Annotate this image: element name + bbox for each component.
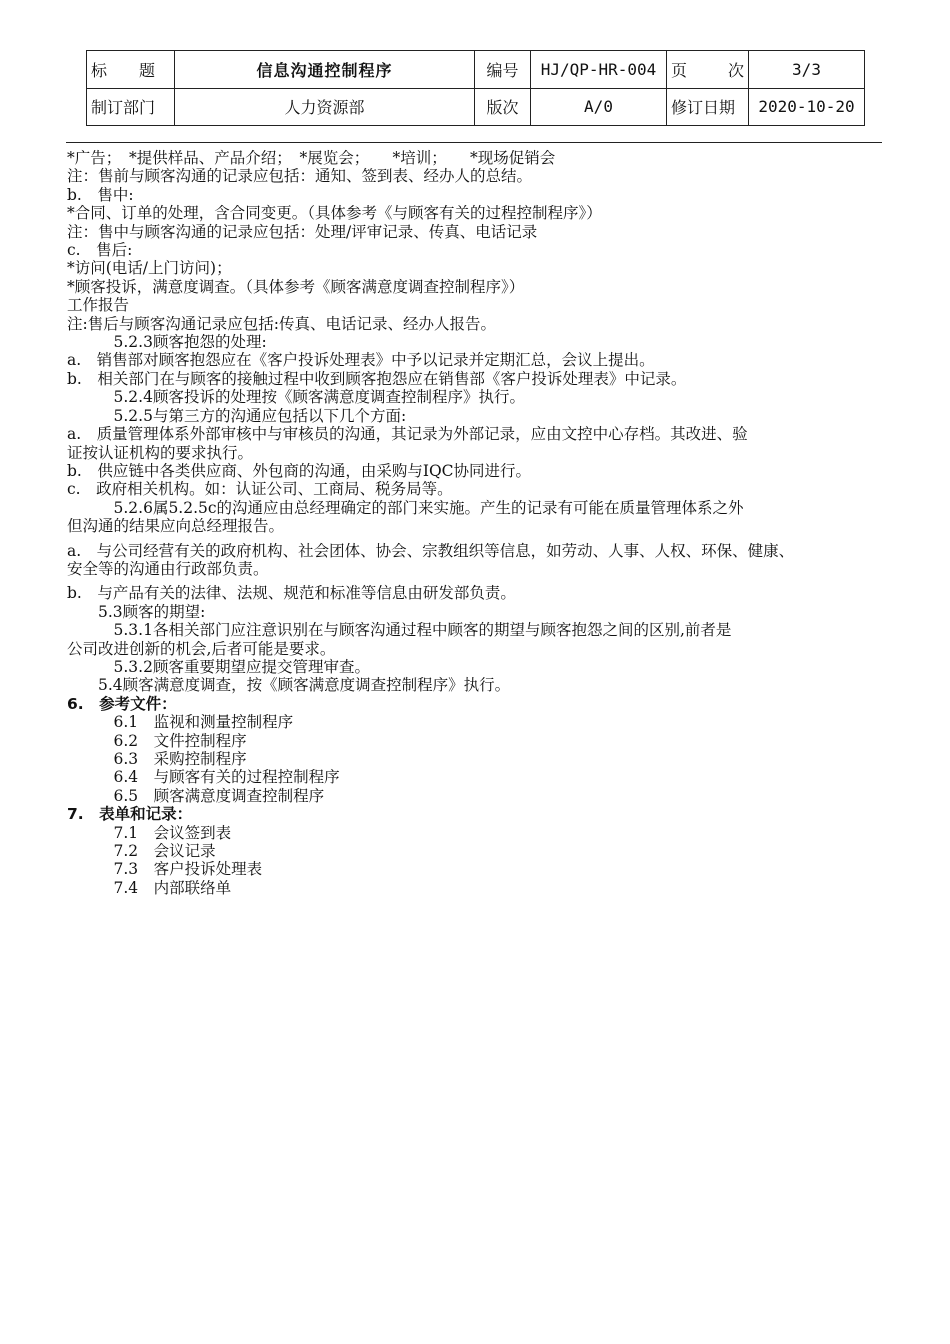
record-item: 7.4 内部联络单 (67, 878, 232, 897)
page-label-a: 页 (671, 60, 688, 80)
header-divider (66, 142, 882, 143)
body-line: *顾客投诉，满意度调查。（具体参考《顾客满意度调查控制程序》） (67, 277, 525, 296)
title-label: 标 题 (87, 51, 175, 89)
body-line: 注：售中与顾客沟通的记录应包括：处理/评审记录、传真、电话记录 (67, 222, 538, 241)
dept-label: 制订部门 (87, 88, 175, 126)
version-value: A/0 (531, 88, 667, 126)
body-line: 公司改进创新的机会,后者可能是要求。 (67, 639, 336, 658)
body-line: 5.3顾客的期望: (67, 602, 206, 621)
record-item: 7.1 会议签到表 (67, 823, 232, 842)
body-line: 5.2.6属5.2.5c的沟通应由总经理确定的部门来实施。产生的记录有可能在质量管理体系之外 (67, 498, 744, 517)
section-7-title: 7. 表单和记录： (67, 805, 193, 824)
document-title: 信息沟通控制程序 (175, 51, 475, 89)
body-line: 5.3.1各相关部门应注意识别在与顾客沟通过程中顾客的期望与顾客抱怨之间的区别,前者是 (67, 621, 732, 640)
section-7-list (67, 824, 885, 898)
body-block-2 (67, 542, 885, 579)
body-line: b. 相关部门在与顾客的接触过程中收到顾客抱怨应在销售部《客户投诉处理表》中记录。 (67, 369, 687, 388)
body-line: c. 售后: (67, 241, 133, 260)
reference-item: 6.4 与顾客有关的过程控制程序 (67, 768, 340, 787)
version-label: 版次 (475, 88, 531, 126)
body-line: 5.2.3顾客抱怨的处理: (67, 333, 267, 352)
body-line: 注:售后与顾客沟通记录应包括:传真、电话记录、经办人报告。 (67, 314, 496, 333)
section-6-list (67, 713, 885, 805)
body-line: 证按认证机构的要求执行。 (67, 443, 254, 462)
revision-date: 2020-10-20 (749, 88, 865, 126)
body-line: 注：售前与顾客沟通的记录应包括：通知、签到表、经办人的总结。 (67, 167, 533, 186)
reference-item: 6.1 监视和测量控制程序 (67, 713, 294, 732)
body-line: a. 质量管理体系外部审核中与审核员的沟通，其记录为外部记录，应由文控中心存档。其改进、验 (67, 425, 748, 444)
code-label: 编号 (475, 51, 531, 89)
page-label-b: 次 (727, 60, 744, 80)
body-line: *访问(电话/上门访问)； (67, 259, 232, 278)
page-label (667, 51, 749, 89)
body-block-3 (67, 584, 885, 602)
body-line: a. 与公司经营有关的政府机构、社会团体、协会、宗教组织等信息，如劳动、人事、人权、环保、健康、 (67, 541, 795, 560)
body-line: c. 政府相关机构。如：认证公司、工商局、税务局等。 (67, 480, 453, 499)
body-line: 工作报告 (67, 296, 130, 315)
body-line: *广告； *提供样品、产品介绍； *展览会； *培训； *现场促销会 (67, 149, 556, 167)
dept-value: 人力资源部 (175, 88, 475, 126)
body-line: b. 供应链中各类供应商、外包商的沟通，由采购与IQC协同进行。 (67, 461, 532, 480)
body-line: 但沟通的结果应向总经理报告。 (67, 517, 285, 536)
document-body (67, 149, 885, 897)
reference-item: 6.5 顾客满意度调查控制程序 (67, 786, 325, 805)
body-line: a. 销售部对顾客抱怨应在《客户投诉处理表》中予以记录并定期汇总，会议上提出。 (67, 351, 655, 370)
body-line: 5.4顾客满意度调查，按《顾客满意度调查控制程序》执行。 (67, 676, 511, 695)
record-item: 7.3 客户投诉处理表 (67, 860, 263, 879)
page-number: 3/3 (749, 51, 865, 89)
body-block-1 (67, 149, 885, 536)
body-line: *合同、订单的处理，含合同变更。（具体参考《与顾客有关的过程控制程序》） (67, 204, 602, 223)
reference-item: 6.2 文件控制程序 (67, 731, 247, 750)
revision-label: 修订日期 (667, 88, 749, 126)
body-line: 5.2.4顾客投诉的处理按《顾客满意度调查控制程序》执行。 (67, 388, 525, 407)
body-block-4 (67, 603, 885, 695)
document-code: HJ/QP-HR-004 (531, 51, 667, 89)
document-header-table (86, 50, 865, 126)
section-6-title: 6. 参考文件： (67, 694, 177, 713)
record-item: 7.2 会议记录 (67, 842, 216, 861)
body-line: 安全等的沟通由行政部负责。 (67, 559, 269, 578)
reference-item: 6.3 采购控制程序 (67, 750, 247, 768)
body-line: b. 售中: (67, 185, 134, 204)
body-line: 5.2.5与第三方的沟通应包括以下几个方面: (67, 406, 407, 425)
body-line: 5.3.2顾客重要期望应提交管理审查。 (67, 657, 370, 676)
body-line: b. 与产品有关的法律、法规、规范和标准等信息由研发部负责。 (67, 584, 516, 603)
